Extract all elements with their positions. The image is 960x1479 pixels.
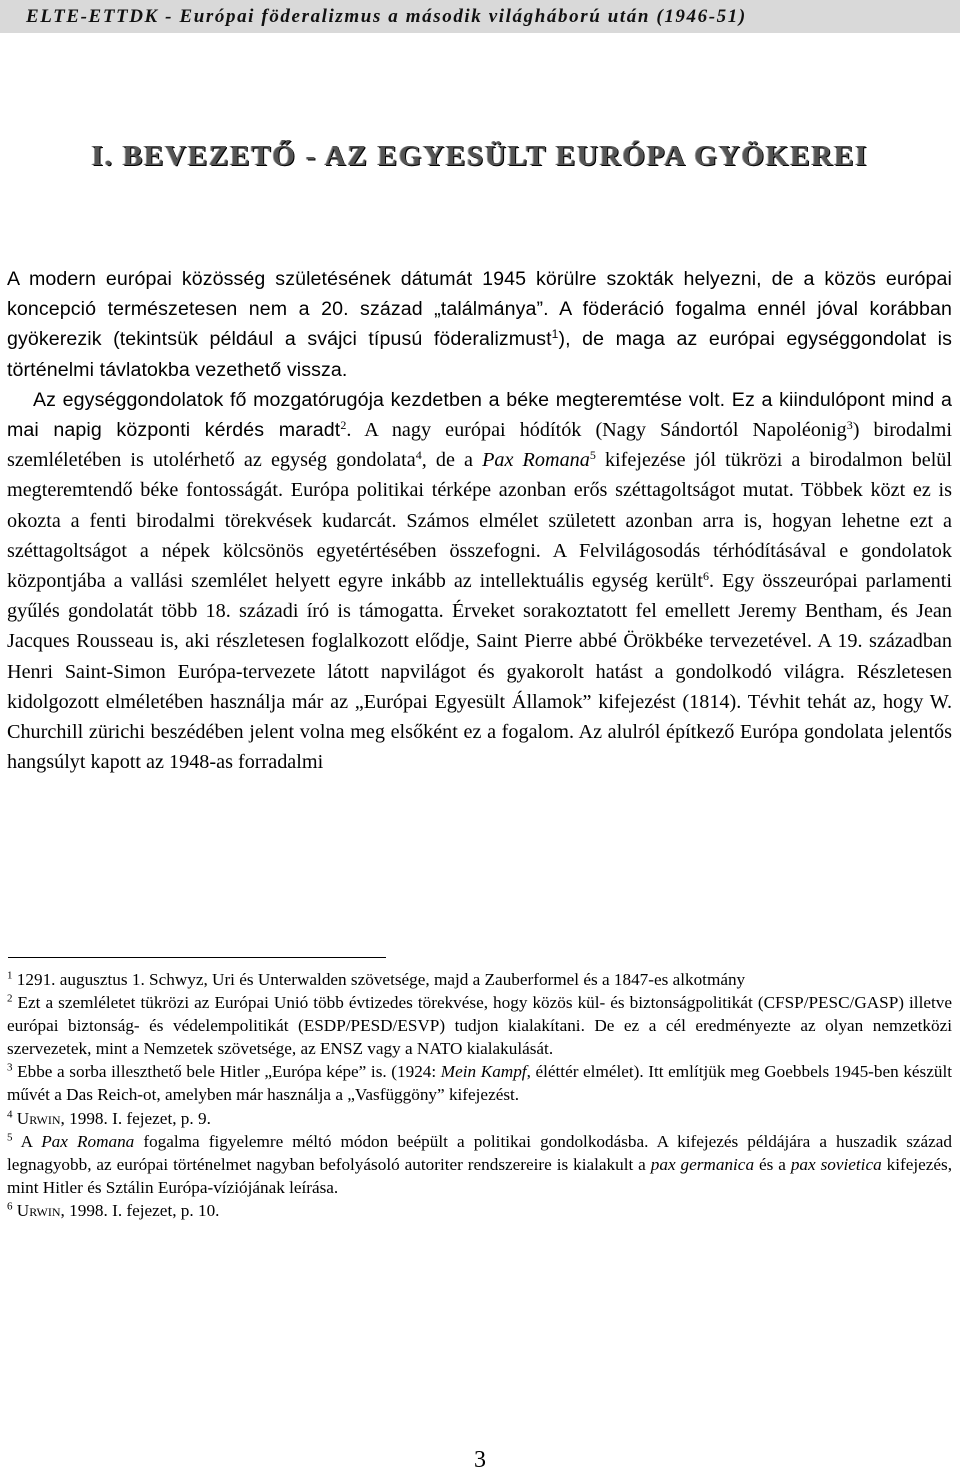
footnote-ref-1[interactable]: 1 [551,327,559,342]
body-text [7,264,952,777]
footnote-ref-5[interactable]: 5 [589,448,596,463]
footnote-ref-6[interactable]: 6 [702,568,709,583]
chapter-title: I. BEVEZETŐ - AZ EGYESÜLT EURÓPA GYÖKEREI [91,140,869,172]
pax-romana-term: Pax Romana [482,449,590,472]
footnote-separator [8,957,386,958]
footnote-3: $^3$ Ebbe a sorba illeszthető bele Hitler „Európa képe” is. (1924: Mein Kampf, éléttér elmélet). Itt említjük meg Goebbels 1945-ben készült művét a Das Reich-ot, amelyben már használja a „Vasfüggöny” kifejezést. [7,1061,953,1105]
running-header [0,0,960,33]
footnote-2: $^2$ Ezt a szemléletet tükrözi az Európai Unió több évtizedes törekvése, hogy közös kül- és biztonságpolitikát (CFSP/PESC/GASP) illetve európai biztonság- és védelempolitikát (ESDP/PESD/ESVP) tudjon kialakítani. De ez a cél eredményezte az olyan nemzetközi szervezetek, mint a Nemzetek szövetsége, az ENSZ vagy a NATO kialakulását. [7,992,952,1059]
page-number: 3 [474,1447,486,1473]
footnote-4: $^4$ Urwin, 1998. I. fejezet, p. 9. [7,1107,211,1128]
footnote-ref-4[interactable]: 4 [415,448,422,463]
footnote-6: $^6$ Urwin, 1998. I. fejezet, p. 10. [7,1200,220,1220]
footnote-ref-3[interactable]: 3 [846,417,853,432]
paragraph-intro: A modern európai közösség születésének dátumát 1945 körülre szokták helyezni, de a közös európai koncepció természetesen nem a 20. század „találmánya”. A föderáció fogalma ennél jóval korábban gyökerezik (tekintsük például a svájci típusú föderalizmust$^1$), de maga az európai egységgondolat is történelmi távlatokba vezethető vissza. [7,268,952,381]
footnote-5: $^5$ A Pax Romana fogalma figyelemre méltó módon beépült a politikai gondolkodásba. A kifejezés példájára a huszadik század legnagyobb, az európai történelmet nagyban befolyásoló autoriter rendszereire is kialakult a pax germanica és a pax sovietica kifejezés, mint Hitler és Sztálin Európa-víziójának leírása. [7,1131,953,1197]
footnotes [7,968,952,1222]
footnote-ref-2[interactable]: 2 [340,417,347,432]
paragraph-main: Az egységgondolatok fő mozgatórugója kezdetben a béke megteremtése volt. Ez a kiindulópont mind a mai napig központi kérdés maradt$^2$. A nagy európai hódítók (Nagy Sándortól Napoléonig$^3$) birodalmi szemléletében is utolérhető az egység gondolata$^4$, de a Pax Romana$^5$ kifejezése jól tükrözi a birodalmon belül megteremtendő béke fontosságát. Európa politikai térképe azonban erős széttagoltságot mutat. Többek közt ez is okozta a fenti birodalmi törekvések kudarcát. Számos elmélet született azonban arra is, hogyan lehetne ezt a széttagoltságot a népek kölcsönös egyetértésében összefogni. A Felvilágosodás térhódításával e gondolatok központjába a vallási szemlélet helyett egyre inkább az intellektuális egység került$^6$. Egy összeurópai parlamenti gyűlés gondolatát több 18. századi író is támogatta. Érveket sorakoztatott fel emellett Jeremy Bentham, és Jean Jacques Rousseau is, aki részletesen foglalkozott elődje, Saint Pierre abbé Örökbéke tervezetével. A 19. században Henri Saint-Simon Európa-tervezete látott napvilágot és gyakorolt hatást a gondolkodó világra. Részletesen kidolgozott elméletében használja már az „Európai Egyesült Államok” kifejezést (1814). Tévhit tehát az, hogy W. Churchill zürichi beszédében jelent volna meg elsőként ez a fogalom. Az alulról építkező Európa gondolata jelentős hangsúlyt kapott az 1948-as forradalmi [7,388,953,774]
running-header-text: ELTE-ETTDK - Európai föderalizmus a második világháború után (1946-51) [26,6,747,27]
footnote-1: $^1$ 1291. augusztus 1. Schwyz, Uri és Unterwalden szövetsége, majd a Zauberformel és a 1847-es alkotmány [7,969,746,989]
